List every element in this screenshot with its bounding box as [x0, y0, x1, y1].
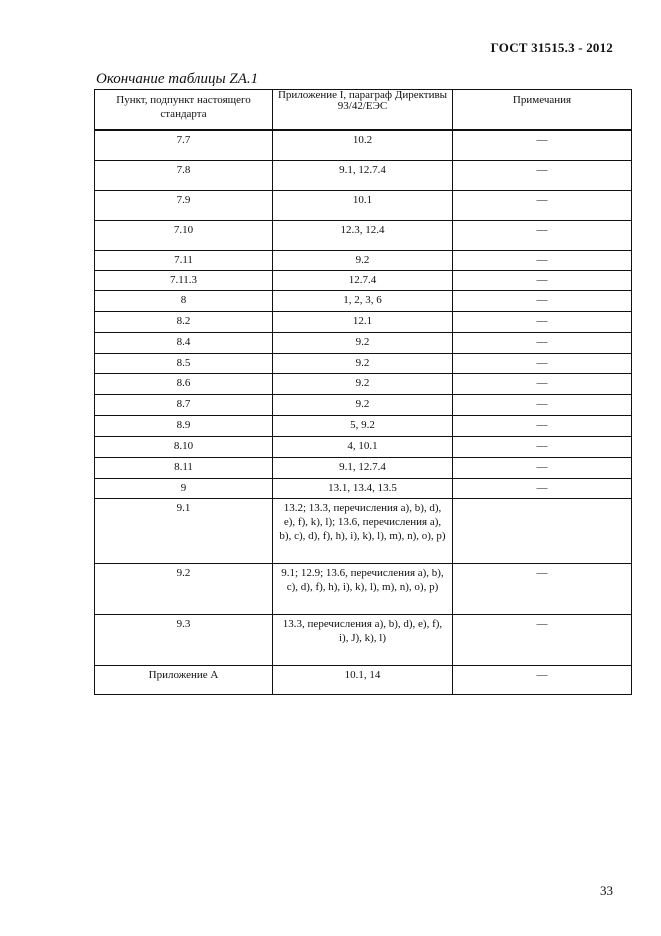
header-notes: Примечания	[453, 90, 632, 131]
cell-annex: 10.1	[273, 190, 453, 220]
table-row	[95, 457, 632, 478]
cell-note: —	[453, 436, 632, 457]
header-clause: Пункт, подпункт настоящего стандарта	[95, 90, 273, 131]
cell-annex: 5, 9.2	[273, 415, 453, 436]
cell-note	[453, 498, 632, 563]
header-annex: Приложение I, параграф Директивы 93/42/ЕЭС	[273, 90, 453, 131]
cell-note: —	[453, 457, 632, 478]
cell-clause: 7.10	[95, 220, 273, 250]
cell-note: —	[453, 563, 632, 614]
cell-note: —	[453, 478, 632, 498]
cell-annex: 12.1	[273, 311, 453, 332]
cell-annex: 9.2	[273, 250, 453, 270]
table-row	[95, 373, 632, 394]
cell-note: —	[453, 332, 632, 353]
table-row	[95, 436, 632, 457]
cell-clause: 8.11	[95, 457, 273, 478]
cell-clause: 8.4	[95, 332, 273, 353]
cell-note: —	[453, 250, 632, 270]
table-row	[95, 311, 632, 332]
cell-clause: 8.9	[95, 415, 273, 436]
cell-note: —	[453, 220, 632, 250]
requirements-table	[94, 89, 632, 695]
cell-annex: 9.1, 12.7.4	[273, 160, 453, 190]
cell-clause: 7.7	[95, 130, 273, 160]
table-row	[95, 665, 632, 694]
table-row	[95, 498, 632, 563]
cell-clause: 8.2	[95, 311, 273, 332]
table-row	[95, 478, 632, 498]
cell-annex: 9.2	[273, 373, 453, 394]
cell-annex: 9.2	[273, 394, 453, 415]
cell-annex: 12.7.4	[273, 270, 453, 290]
table-row	[95, 614, 632, 665]
cell-annex: 9.2	[273, 353, 453, 373]
cell-note: —	[453, 614, 632, 665]
cell-clause: 9.1	[95, 498, 273, 563]
table-row	[95, 250, 632, 270]
cell-note: —	[453, 353, 632, 373]
table-row	[95, 220, 632, 250]
cell-clause: 9	[95, 478, 273, 498]
cell-annex: 9.1, 12.7.4	[273, 457, 453, 478]
cell-clause: 7.9	[95, 190, 273, 220]
table-header-row	[95, 90, 632, 131]
table-row	[95, 332, 632, 353]
table-row	[95, 353, 632, 373]
cell-note: —	[453, 415, 632, 436]
cell-annex: 1, 2, 3, 6	[273, 290, 453, 311]
cell-note: —	[453, 270, 632, 290]
cell-clause: 8.6	[95, 373, 273, 394]
cell-note: —	[453, 311, 632, 332]
table-row	[95, 394, 632, 415]
cell-annex: 12.3, 12.4	[273, 220, 453, 250]
cell-annex: 13.3, перечисления a), b), d), e), f), i), J), k), l)	[273, 614, 453, 665]
cell-note: —	[453, 373, 632, 394]
cell-clause: 7.8	[95, 160, 273, 190]
cell-note: —	[453, 160, 632, 190]
cell-clause: 8.7	[95, 394, 273, 415]
cell-clause: 8.5	[95, 353, 273, 373]
table-row	[95, 290, 632, 311]
cell-note: —	[453, 665, 632, 694]
document-code: ГОСТ 31515.3 - 2012	[490, 40, 613, 55]
cell-clause: 9.2	[95, 563, 273, 614]
cell-annex: 9.1; 12.9; 13.6, перечисления a), b), c), d), f), h), i), k), l), m), n), o), p)	[273, 563, 453, 614]
cell-annex: 13.1, 13.4, 13.5	[273, 478, 453, 498]
cell-clause: 8	[95, 290, 273, 311]
table-row	[95, 415, 632, 436]
cell-clause: Приложение А	[95, 665, 273, 694]
cell-note: —	[453, 130, 632, 160]
cell-clause: 7.11.3	[95, 270, 273, 290]
cell-annex: 10.2	[273, 130, 453, 160]
table-row	[95, 160, 632, 190]
cell-clause: 8.10	[95, 436, 273, 457]
cell-annex: 10.1, 14	[273, 665, 453, 694]
cell-note: —	[453, 190, 632, 220]
cell-clause: 7.11	[95, 250, 273, 270]
cell-annex: 4, 10.1	[273, 436, 453, 457]
cell-clause: 9.3	[95, 614, 273, 665]
table-row	[95, 270, 632, 290]
table-row	[95, 563, 632, 614]
cell-annex: 13.2; 13.3, перечисления a), b), d), e), f), k), l); 13.6, перечисления a), b), c), d), f), h), i), k), l), m), n), o), p)	[273, 498, 453, 563]
cell-annex: 9.2	[273, 332, 453, 353]
cell-note: —	[453, 394, 632, 415]
page-number: 33	[600, 883, 613, 898]
table-row	[95, 130, 632, 160]
table-row	[95, 190, 632, 220]
cell-note: —	[453, 290, 632, 311]
table-caption: Окончание таблицы ZA.1	[96, 71, 259, 87]
